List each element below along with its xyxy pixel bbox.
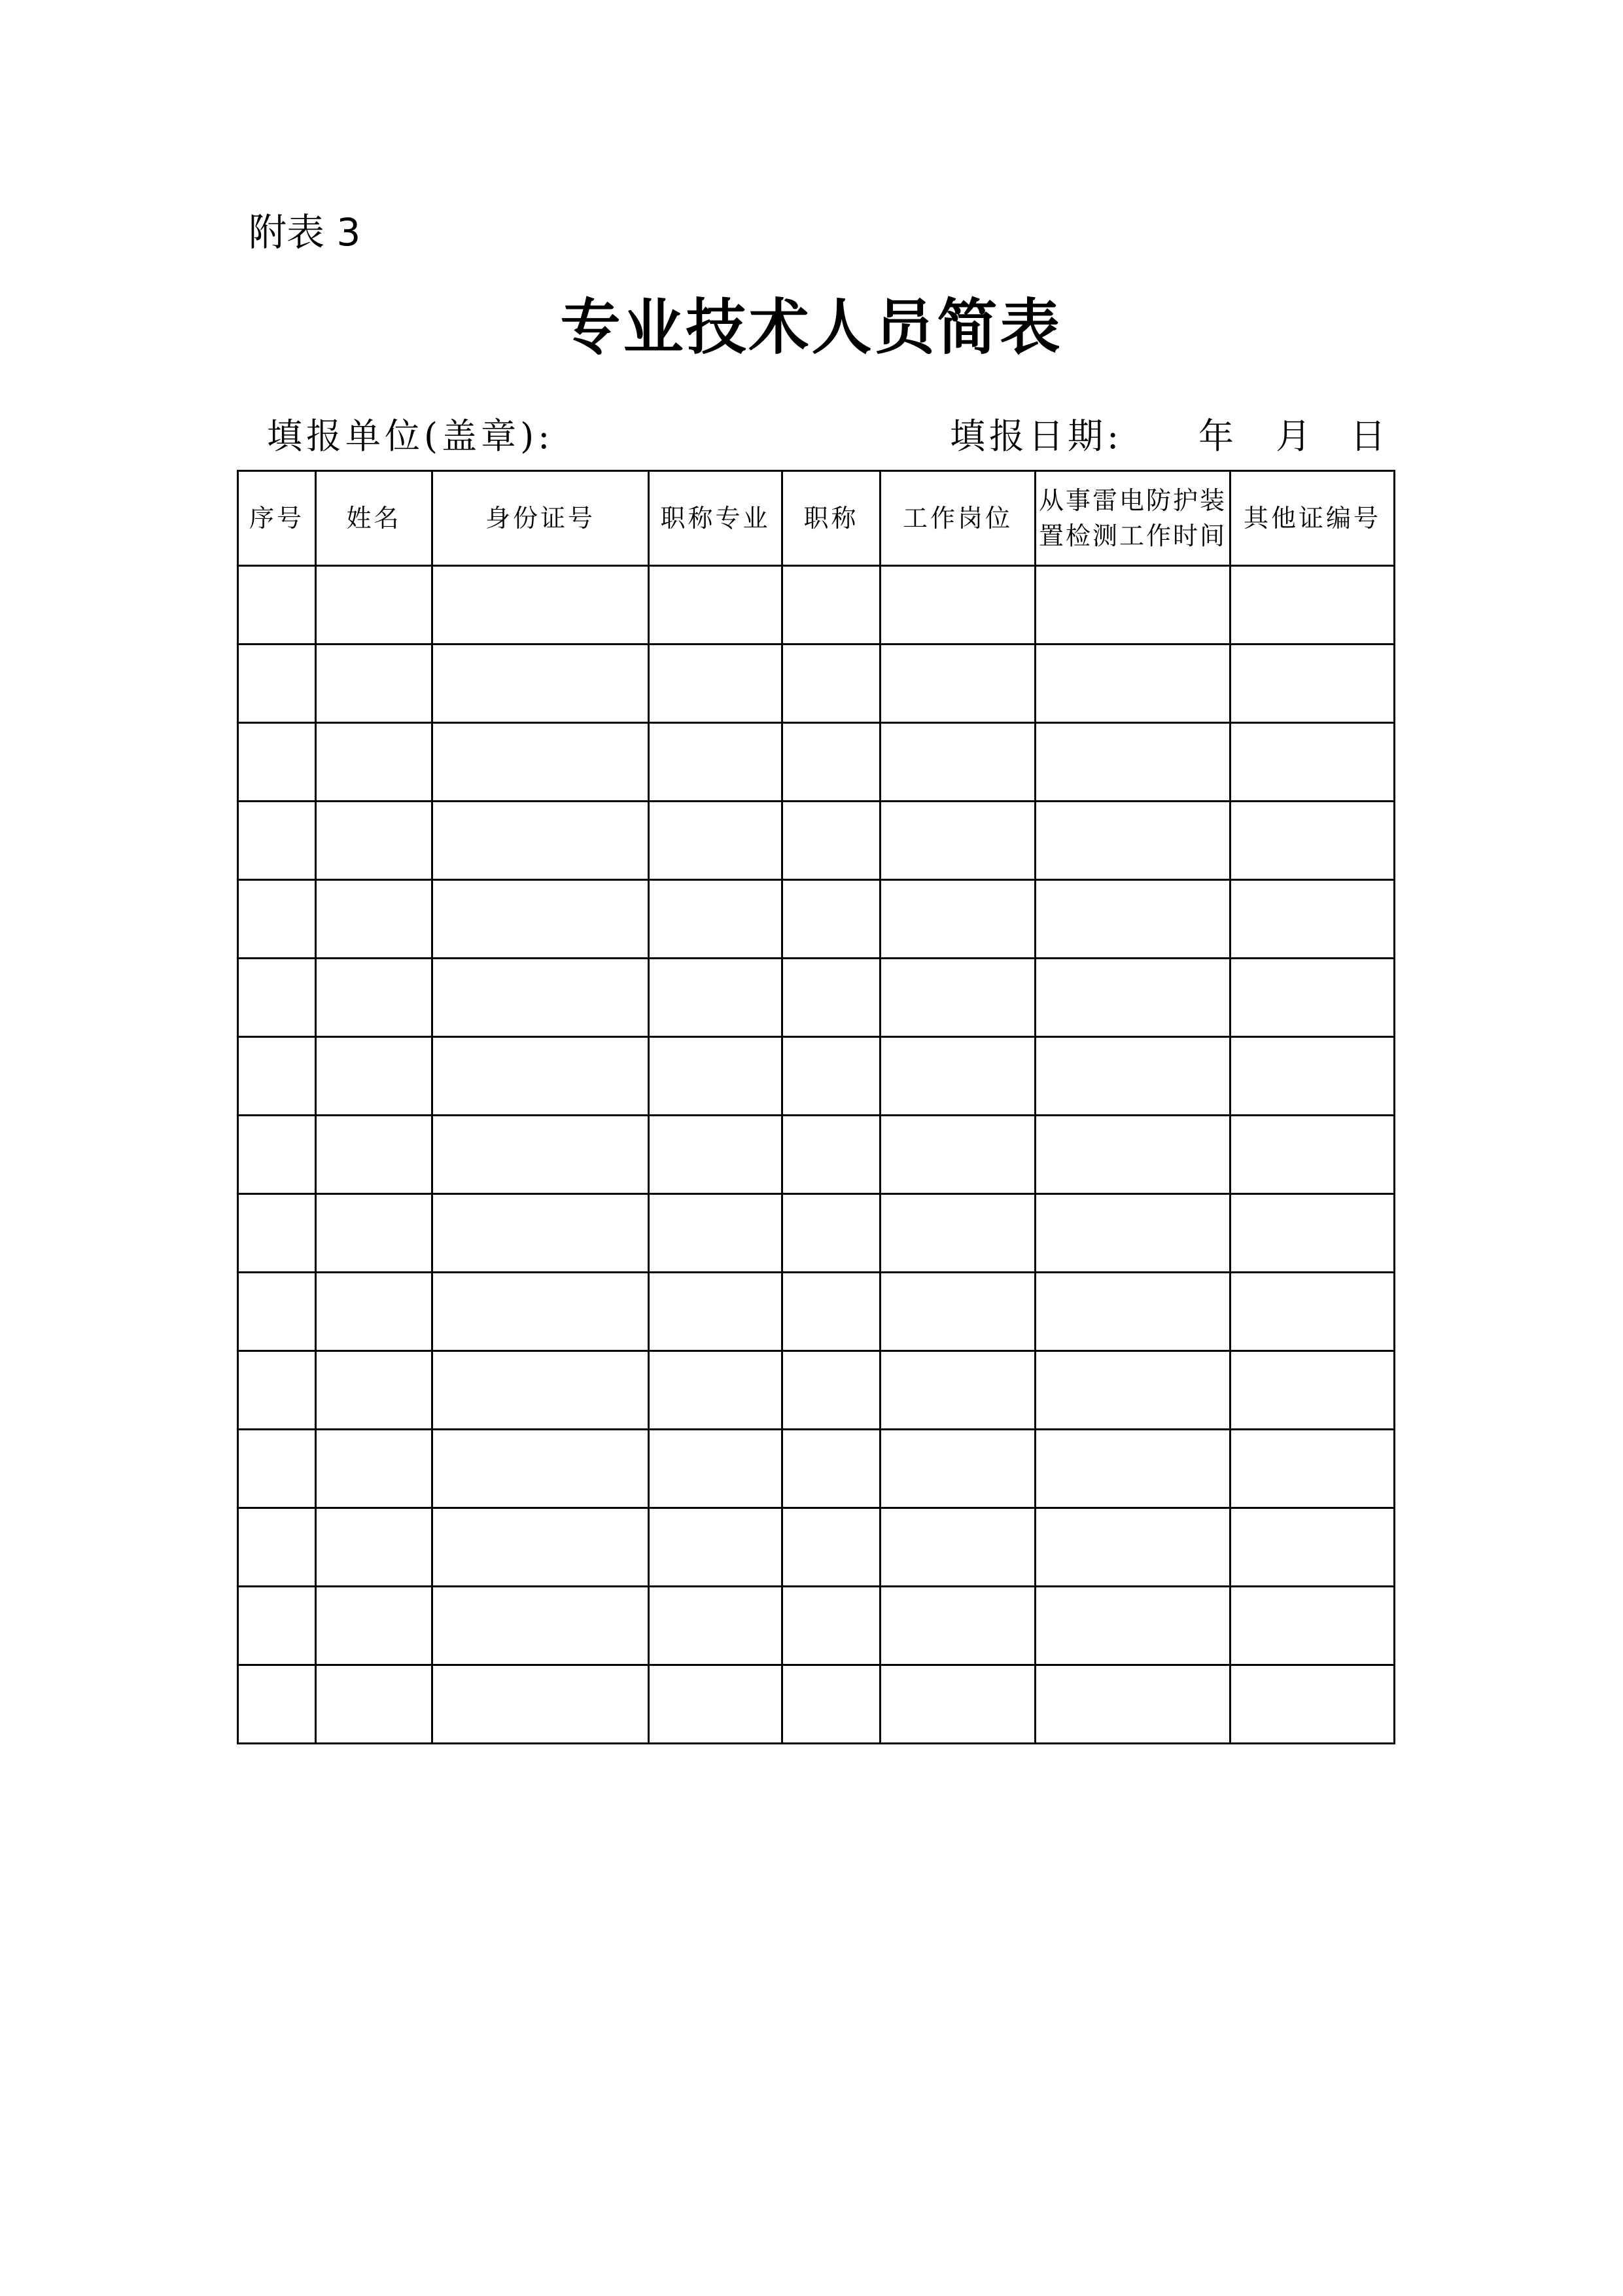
cell-serial-number[interactable]	[238, 1037, 316, 1116]
cell-title-specialty[interactable]	[649, 1194, 782, 1273]
cell-name[interactable]	[316, 1430, 432, 1508]
cell-id-number[interactable]	[432, 802, 649, 880]
cell-other-certificate-number[interactable]	[1230, 1037, 1395, 1116]
cell-title-specialty[interactable]	[649, 1430, 782, 1508]
cell-name[interactable]	[316, 645, 432, 723]
cell-job-position[interactable]	[881, 802, 1036, 880]
cell-title[interactable]	[782, 1508, 881, 1587]
cell-title-specialty[interactable]	[649, 1273, 782, 1351]
cell-name[interactable]	[316, 723, 432, 802]
header-lightning-line1: 从事雷电防护装	[1038, 486, 1227, 515]
cell-job-position[interactable]	[881, 566, 1036, 645]
date-day-label: 日	[1350, 415, 1386, 457]
cell-lightning-inspection-work-time[interactable]	[1036, 723, 1230, 802]
table-row	[238, 1587, 1395, 1665]
header-title-specialty: 职称专业	[649, 471, 782, 566]
cell-title[interactable]	[782, 1351, 881, 1430]
cell-title[interactable]	[782, 1116, 881, 1194]
cell-job-position[interactable]	[881, 645, 1036, 723]
header-id-number: 身份证号	[432, 471, 649, 566]
cell-serial-number[interactable]	[238, 723, 316, 802]
cell-job-position[interactable]	[881, 1351, 1036, 1430]
cell-title[interactable]	[782, 1194, 881, 1273]
cell-title[interactable]	[782, 802, 881, 880]
cell-lightning-inspection-work-time[interactable]	[1036, 1194, 1230, 1273]
table-row	[238, 1430, 1395, 1508]
cell-title-specialty[interactable]	[649, 566, 782, 645]
cell-id-number[interactable]	[432, 1665, 649, 1744]
cell-title[interactable]	[782, 959, 881, 1037]
cell-other-certificate-number[interactable]	[1230, 645, 1395, 723]
cell-id-number[interactable]	[432, 1273, 649, 1351]
table-row	[238, 1116, 1395, 1194]
cell-serial-number[interactable]	[238, 1430, 316, 1508]
cell-lightning-inspection-work-time[interactable]	[1036, 1273, 1230, 1351]
cell-id-number[interactable]	[432, 1430, 649, 1508]
cell-title-specialty[interactable]	[649, 1508, 782, 1587]
cell-title[interactable]	[782, 723, 881, 802]
cell-lightning-inspection-work-time[interactable]	[1036, 1508, 1230, 1587]
cell-title[interactable]	[782, 1587, 881, 1665]
table-body	[238, 566, 1395, 1744]
cell-lightning-inspection-work-time[interactable]	[1036, 802, 1230, 880]
cell-id-number[interactable]	[432, 1037, 649, 1116]
table-row	[238, 880, 1395, 959]
personnel-table	[237, 470, 1395, 1744]
cell-job-position[interactable]	[881, 1430, 1036, 1508]
cell-serial-number[interactable]	[238, 1194, 316, 1273]
table-row	[238, 1508, 1395, 1587]
table-row	[238, 1665, 1395, 1744]
cell-serial-number[interactable]	[238, 1273, 316, 1351]
header-title: 职称	[782, 471, 881, 566]
cell-lightning-inspection-work-time[interactable]	[1036, 1587, 1230, 1665]
cell-name[interactable]	[316, 1194, 432, 1273]
cell-job-position[interactable]	[881, 1273, 1036, 1351]
cell-other-certificate-number[interactable]	[1230, 1430, 1395, 1508]
table-row	[238, 1037, 1395, 1116]
cell-title-specialty[interactable]	[649, 1351, 782, 1430]
table-row	[238, 1273, 1395, 1351]
table-row	[238, 723, 1395, 802]
cell-title-specialty[interactable]	[649, 645, 782, 723]
cell-other-certificate-number[interactable]	[1230, 1508, 1395, 1587]
table-row	[238, 645, 1395, 723]
cell-other-certificate-number[interactable]	[1230, 1587, 1395, 1665]
header-other-certificate-number: 其他证编号	[1230, 471, 1395, 566]
cell-name[interactable]	[316, 1665, 432, 1744]
cell-title-specialty[interactable]	[649, 723, 782, 802]
cell-serial-number[interactable]	[238, 645, 316, 723]
cell-title[interactable]	[782, 1273, 881, 1351]
cell-other-certificate-number[interactable]	[1230, 1194, 1395, 1273]
cell-serial-number[interactable]	[238, 1116, 316, 1194]
cell-name[interactable]	[316, 1273, 432, 1351]
cell-name[interactable]	[316, 802, 432, 880]
cell-other-certificate-number[interactable]	[1230, 880, 1395, 959]
cell-other-certificate-number[interactable]	[1230, 1665, 1395, 1744]
cell-lightning-inspection-work-time[interactable]	[1036, 1665, 1230, 1744]
cell-title-specialty[interactable]	[649, 1665, 782, 1744]
cell-serial-number[interactable]	[238, 1351, 316, 1430]
header-lightning-line2: 置检测工作时间	[1038, 521, 1227, 550]
cell-other-certificate-number[interactable]	[1230, 1116, 1395, 1194]
cell-name[interactable]	[316, 880, 432, 959]
header-name: 姓名	[316, 471, 432, 566]
cell-job-position[interactable]	[881, 1037, 1036, 1116]
cell-id-number[interactable]	[432, 1194, 649, 1273]
date-month-label: 月	[1276, 415, 1311, 457]
cell-title-specialty[interactable]	[649, 1037, 782, 1116]
cell-id-number[interactable]	[432, 566, 649, 645]
cell-other-certificate-number[interactable]	[1230, 723, 1395, 802]
table-row	[238, 1351, 1395, 1430]
cell-title-specialty[interactable]	[649, 1116, 782, 1194]
cell-title-specialty[interactable]	[649, 880, 782, 959]
cell-job-position[interactable]	[881, 723, 1036, 802]
date-year-label: 年	[1198, 415, 1234, 457]
cell-id-number[interactable]	[432, 1351, 649, 1430]
cell-serial-number[interactable]	[238, 880, 316, 959]
cell-job-position[interactable]	[881, 1665, 1036, 1744]
cell-lightning-inspection-work-time[interactable]	[1036, 880, 1230, 959]
table-row	[238, 959, 1395, 1037]
fill-unit-label: 填报单位(盖章):	[267, 415, 554, 457]
cell-lightning-inspection-work-time[interactable]	[1036, 1351, 1230, 1430]
cell-job-position[interactable]	[881, 1116, 1036, 1194]
cell-id-number[interactable]	[432, 1116, 649, 1194]
cell-job-position[interactable]	[881, 959, 1036, 1037]
cell-title[interactable]	[782, 880, 881, 959]
annex-label: 附表 3	[249, 210, 361, 255]
cell-serial-number[interactable]	[238, 802, 316, 880]
header-serial-number: 序号	[238, 471, 316, 566]
cell-job-position[interactable]	[881, 1508, 1036, 1587]
cell-other-certificate-number[interactable]	[1230, 566, 1395, 645]
cell-id-number[interactable]	[432, 1508, 649, 1587]
cell-lightning-inspection-work-time[interactable]	[1036, 1037, 1230, 1116]
cell-lightning-inspection-work-time[interactable]	[1036, 645, 1230, 723]
cell-id-number[interactable]	[432, 723, 649, 802]
cell-id-number[interactable]	[432, 880, 649, 959]
cell-title-specialty[interactable]	[649, 959, 782, 1037]
cell-title[interactable]	[782, 1037, 881, 1116]
cell-name[interactable]	[316, 1508, 432, 1587]
cell-other-certificate-number[interactable]	[1230, 1273, 1395, 1351]
cell-id-number[interactable]	[432, 645, 649, 723]
cell-name[interactable]	[316, 1587, 432, 1665]
table-row	[238, 566, 1395, 645]
cell-serial-number[interactable]	[238, 959, 316, 1037]
table-header-row	[238, 471, 1395, 566]
cell-name[interactable]	[316, 566, 432, 645]
cell-id-number[interactable]	[432, 1587, 649, 1665]
cell-serial-number[interactable]	[238, 1508, 316, 1587]
cell-title-specialty[interactable]	[649, 1587, 782, 1665]
cell-name[interactable]	[316, 1037, 432, 1116]
cell-title-specialty[interactable]	[649, 802, 782, 880]
cell-other-certificate-number[interactable]	[1230, 959, 1395, 1037]
cell-name[interactable]	[316, 959, 432, 1037]
cell-title[interactable]	[782, 1430, 881, 1508]
table-row	[238, 1194, 1395, 1273]
header-lightning-inspection-work-time	[1036, 471, 1230, 566]
cell-job-position[interactable]	[881, 880, 1036, 959]
cell-name[interactable]	[316, 1116, 432, 1194]
cell-lightning-inspection-work-time[interactable]	[1036, 959, 1230, 1037]
cell-job-position[interactable]	[881, 1587, 1036, 1665]
cell-serial-number[interactable]	[238, 566, 316, 645]
cell-job-position[interactable]	[881, 1194, 1036, 1273]
table-row	[238, 802, 1395, 880]
cell-other-certificate-number[interactable]	[1230, 1351, 1395, 1430]
cell-other-certificate-number[interactable]	[1230, 802, 1395, 880]
fill-date-label: 填报日期:	[950, 415, 1123, 457]
cell-id-number[interactable]	[432, 959, 649, 1037]
cell-lightning-inspection-work-time[interactable]	[1036, 1430, 1230, 1508]
page-title: 专业技术人员简表	[560, 292, 1063, 362]
cell-serial-number[interactable]	[238, 1665, 316, 1744]
cell-title[interactable]	[782, 1665, 881, 1744]
cell-name[interactable]	[316, 1351, 432, 1430]
cell-title[interactable]	[782, 566, 881, 645]
cell-lightning-inspection-work-time[interactable]	[1036, 566, 1230, 645]
cell-title[interactable]	[782, 645, 881, 723]
header-job-position: 工作岗位	[881, 471, 1036, 566]
cell-serial-number[interactable]	[238, 1587, 316, 1665]
cell-lightning-inspection-work-time[interactable]	[1036, 1116, 1230, 1194]
